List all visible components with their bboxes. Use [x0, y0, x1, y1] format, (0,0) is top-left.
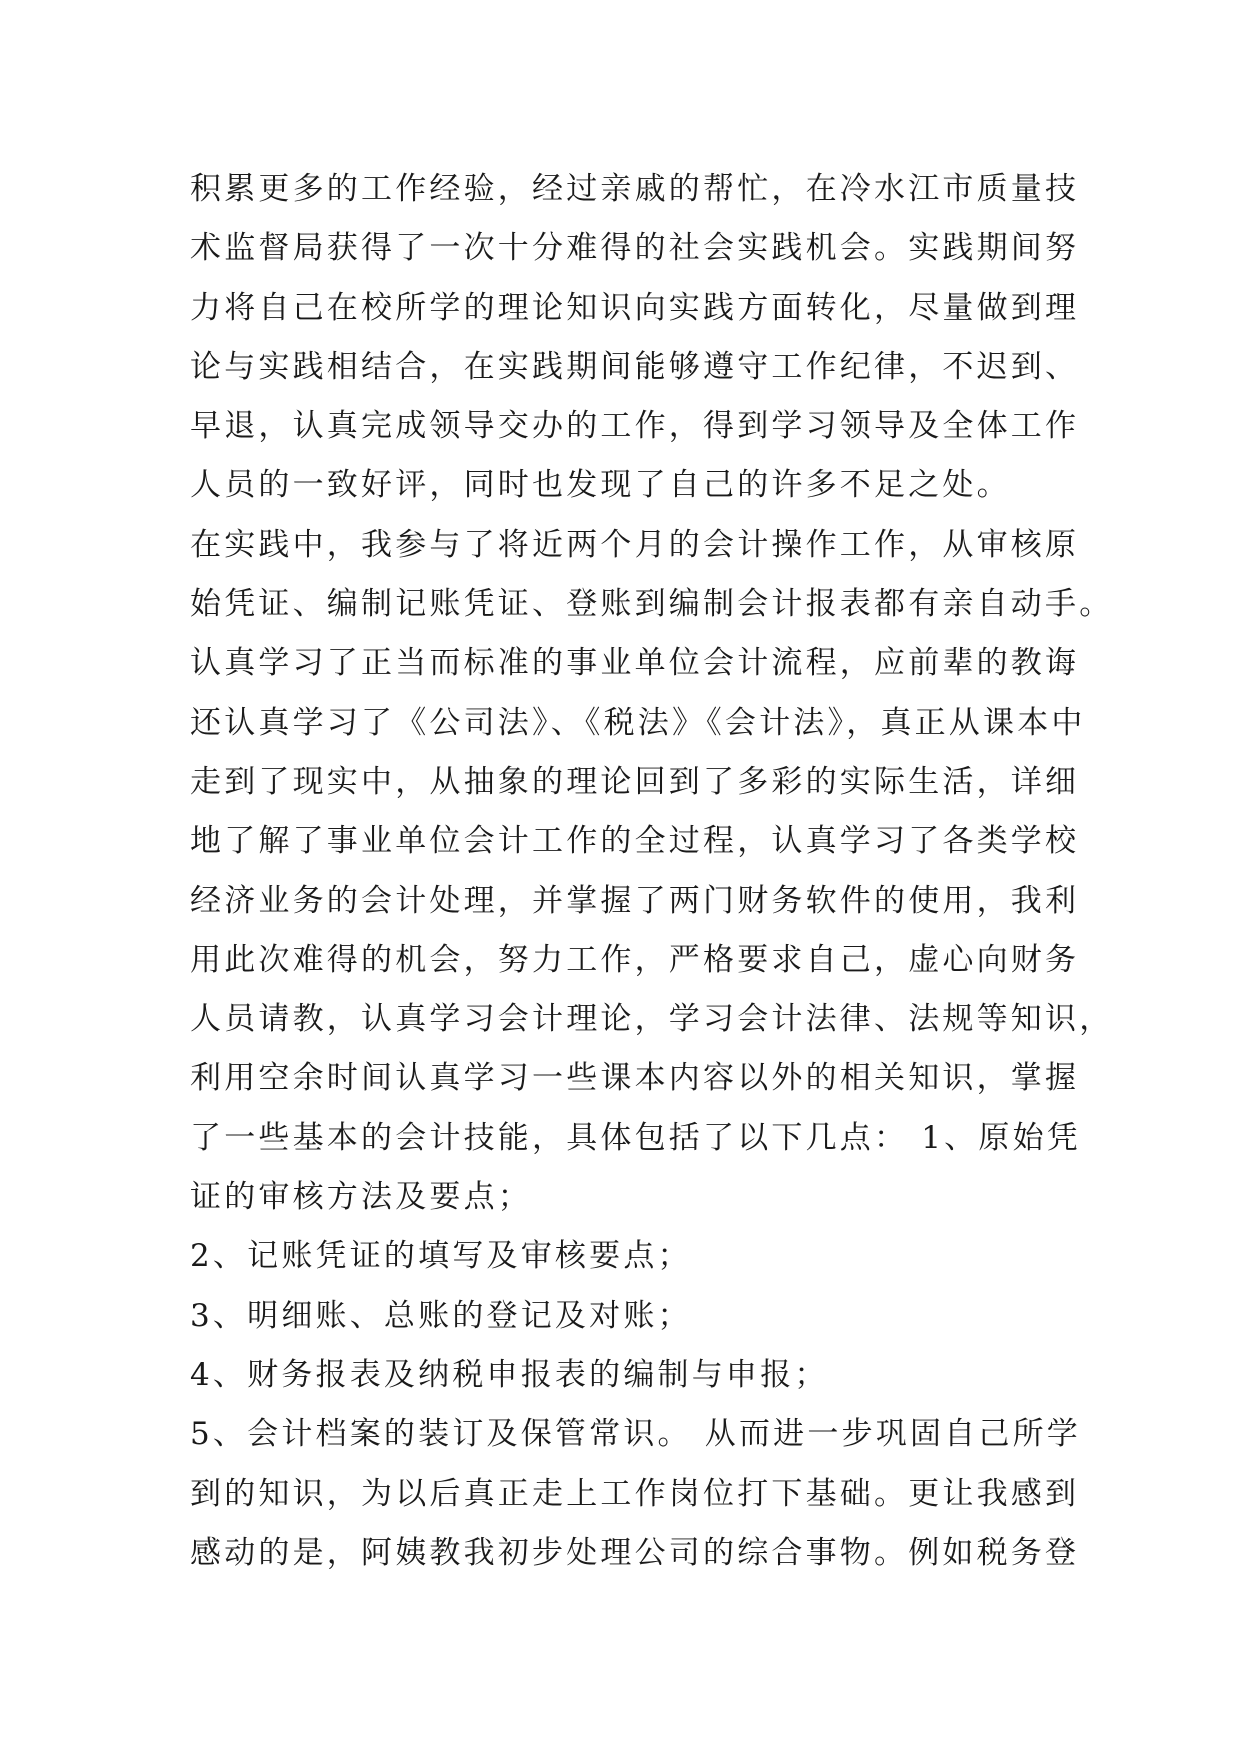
- text-line: 用此次难得的机会，努力工作，严格要求自己，虚心向财务: [190, 941, 1080, 978]
- list-item: 3、明细账、总账的登记及对账；: [190, 1297, 692, 1334]
- text-line: 力将自己在校所学的理论知识向实践方面转化，尽量做到理: [190, 289, 1080, 326]
- text-line: 利用空余时间认真学习一些课本内容以外的相关知识，掌握: [190, 1060, 1080, 1097]
- text-line: 人员的一致好评，同时也发现了自己的许多不足之处。: [190, 467, 1011, 504]
- text-line: 术监督局获得了一次十分难得的社会实践机会。实践期间努: [190, 230, 1080, 267]
- list-item: 2、记账凭证的填写及审核要点；: [190, 1238, 692, 1275]
- text-line: 积累更多的工作经验，经过亲戚的帮忙，在冷水江市质量技: [190, 171, 1080, 207]
- text-line: 感动的是，阿姨教我初步处理公司的综合事物。例如税务登: [190, 1534, 1080, 1571]
- text-line: 地了解了事业单位会计工作的全过程，认真学习了各类学校: [190, 823, 1080, 860]
- list-item: 4、财务报表及纳税申报表的编制与申报；: [190, 1356, 829, 1393]
- text-line: 人员请教，认真学习会计理论，学习会计法律、法规等知识，: [190, 1001, 1114, 1038]
- text-line: 在实践中，我参与了将近两个月的会计操作工作，从审核原: [190, 526, 1080, 563]
- text-line: 早退，认真完成领导交办的工作，得到学习领导及全体工作: [190, 408, 1080, 445]
- document-body: [190, 160, 1114, 1583]
- text-line: 认真学习了正当而标准的事业单位会计流程，应前辈的教诲: [190, 645, 1080, 682]
- list-item: 5、会计档案的装订及保管常识。 从而进一步巩固自己所学: [190, 1416, 1081, 1453]
- text-line: 还认真学习了《公司法》、《税法》《会计法》，真正从课本中: [190, 704, 1086, 741]
- text-line: 到的知识，为以后真正走上工作岗位打下基础。更让我感到: [190, 1475, 1080, 1512]
- text-line: 了一些基本的会计技能，具体包括了以下几点： 1、原始凭: [190, 1119, 1081, 1156]
- text-line: 始凭证、编制记账凭证、登账到编制会计报表都有亲自动手。: [190, 586, 1114, 623]
- text-line: 走到了现实中，从抽象的理论回到了多彩的实际生活，详细: [190, 763, 1080, 800]
- text-line: 论与实践相结合，在实践期间能够遵守工作纪律，不迟到、: [190, 348, 1080, 385]
- text-line: 证的审核方法及要点；: [190, 1179, 532, 1216]
- text-line: 经济业务的会计处理，并掌握了两门财务软件的使用，我利: [190, 882, 1080, 919]
